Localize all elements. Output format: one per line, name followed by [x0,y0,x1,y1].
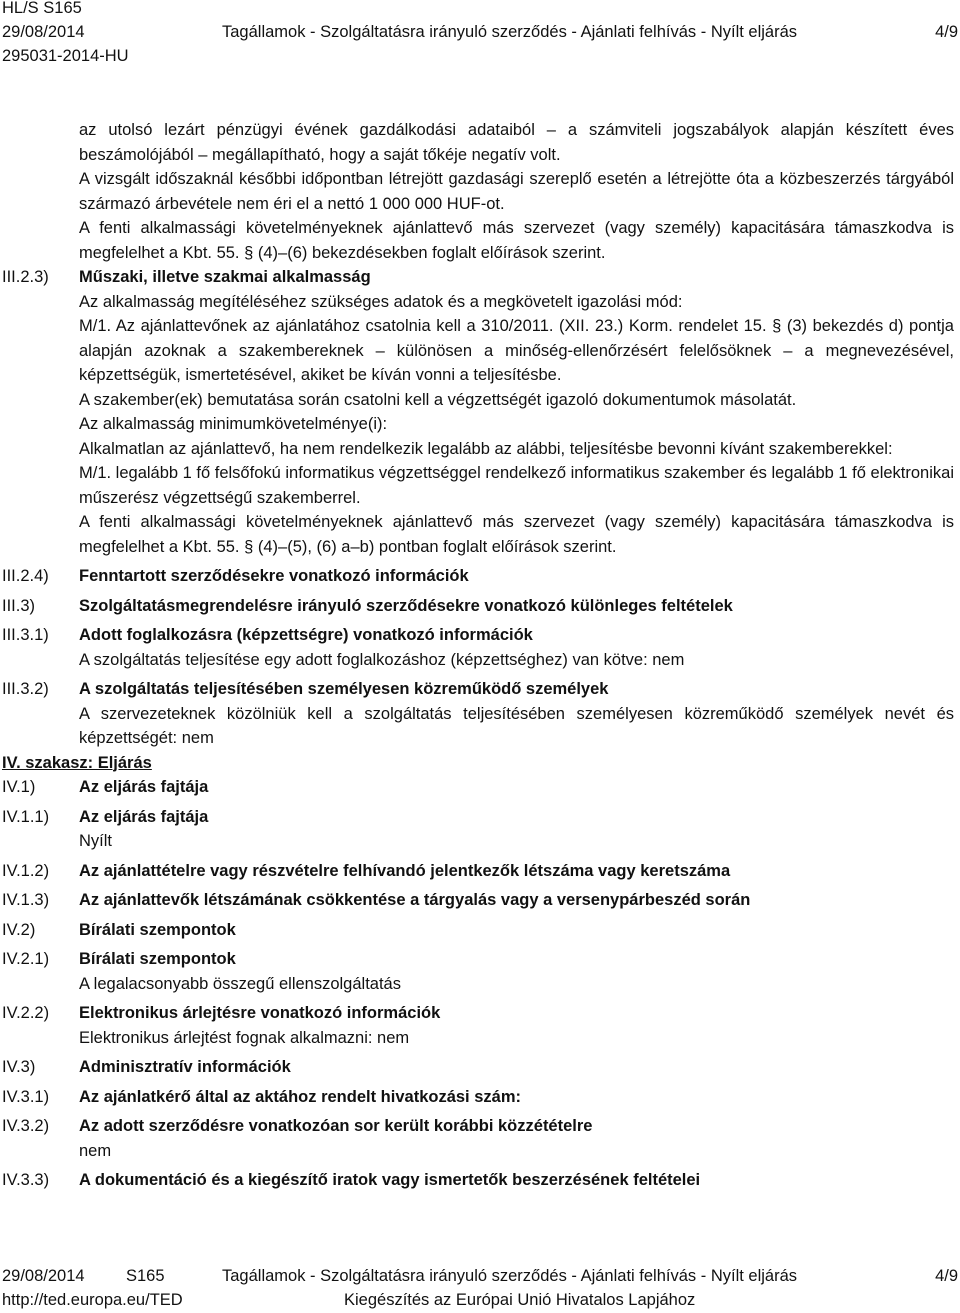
paragraph: A fenti alkalmassági követelményeknek ajánlattevő más szervezet (vagy személy) kapacitására támaszkodva is megfelelhet a Kbt. 55. § (4)–(6) bekezdésekben foglalt előírások szerint. [79,219,954,262]
section-heading: Az adott szerződésre vonatkozóan sor került korábbi közzétételre [79,1117,593,1135]
section-number: IV.1.3) [2,891,50,909]
footer-publisher: Kiegészítés az Európai Unió Hivatalos Lapjához [344,1291,696,1309]
section-heading: Az eljárás fajtája [79,807,209,826]
continued-section [0,118,960,265]
paragraph: A fenti alkalmassági követelményeknek ajánlattevő más szervezet (vagy személy) kapacitására támaszkodva is megfelelhet a Kbt. 55. § (4)–(5), (6) a–b) pontban foglalt előírások szerint. [79,513,954,556]
paragraph: nem [79,1141,112,1160]
paragraph: A szolgáltatás teljesítése egy adott foglalkozáshoz (képzettséghez) van kötve: nem [79,650,685,669]
section-iv-1-3 [0,888,960,913]
footer-doc-number: S165 [126,1267,165,1285]
section-number: IV.3.2) [2,1117,50,1135]
section-number: IV.2.2) [2,1004,50,1022]
header-title: Tagállamok - Szolgáltatásra irányuló szerződés - Ajánlati felhívás - Nyílt eljárás [222,23,798,41]
section-number: IV.1.1) [2,807,50,826]
paragraph: M/1. Az ajánlattevőnek az ajánlatához csatolnia kell a 310/2011. (XII. 23.) Korm. rendelet 15. § (3) bekezdés d) pontja alapján azoknak a szakembereknek – különösen a minőség-ellenőrzésért felelősöknek – a megnevezésével, képzettségük, ismertetésével, akiket be kíván vonni a teljesítésbe. [79,317,954,384]
section-heading: A dokumentáció és a kiegészítő iratok vagy ismertetők beszerzésének feltételei [79,1171,701,1189]
page-footer [0,1262,960,1311]
section-iv-3-2 [0,1114,960,1163]
section-iii-2-4 [0,564,960,589]
section-heading: Az ajánlattételre vagy részvételre felhívandó jelentkezők létszáma vagy keretszáma [79,861,731,880]
section-heading: Bírálati szempontok [79,920,236,939]
section-number: IV.1) [2,778,36,796]
section-iv-3-3 [0,1168,960,1193]
paragraph: Elektronikus árlejtést fognak alkalmazni: nem [79,1028,410,1047]
section-heading: Fenntartott szerződésekre vonatkozó információk [79,567,469,585]
section-number: IV.3) [2,1058,36,1076]
section-iv-3 [0,1055,960,1080]
section-number: IV.3.1) [2,1087,50,1106]
page-header [0,0,960,70]
section-heading: Az ajánlattevők létszámának csökkentése a tárgyalás vagy a versenypárbeszéd során [79,891,751,909]
section-iii-3-1 [0,623,960,672]
section-heading: Szolgáltatásmegrendelésre irányuló szerződésekre vonatkozó különleges feltételek [79,596,733,615]
section-iv-1-2 [0,859,960,884]
section-number: III.2.3) [2,268,49,286]
section-iii-3 [0,594,960,619]
section-heading: A szolgáltatás teljesítésében személyesen közreműködő személyek [79,680,609,698]
section-iv-1 [0,775,960,800]
section-number: III.2.4) [2,567,49,585]
header-page-number: 4/9 [935,23,958,41]
section-number: IV.2) [2,920,36,939]
paragraph: A legalacsonyabb összegű ellenszolgáltatás [79,974,401,993]
section-number: IV.2.1) [2,950,50,968]
paragraph: Alkalmatlan az ajánlattevő, ha nem rendelkezik legalább az alábbi, teljesítésbe bevonni kívánt szakemberekkel: [79,439,893,458]
paragraph: A vizsgált időszaknál későbbi időpontban létrejött gazdasági szereplő esetén a létrejötte óta a közbeszerzés tárgyából származó árbevétele nem éri el a nettó 1 000 000 HUF-ot. [79,170,954,213]
section-number: III.3.1) [2,626,49,644]
doc-id: 295031-2014-HU [2,47,129,65]
section-iii-2-3 [0,265,960,559]
section-heading: Adott foglalkozásra (képzettségre) vonatkozó információk [79,626,533,644]
footer-title: Tagállamok - Szolgáltatásra irányuló szerződés - Ajánlati felhívás - Nyílt eljárás [222,1267,798,1285]
section-heading: Elektronikus árlejtésre vonatkozó információk [79,1004,441,1022]
footer-url[interactable]: http://ted.europa.eu/TED [2,1291,183,1309]
paragraph: Az alkalmasság minimumkövetelménye(i): [79,415,388,433]
section-iv-3-1 [0,1085,960,1110]
document-body [0,118,960,1193]
section-iv-1-1 [0,805,960,854]
section-iv-title: IV. szakasz: Eljárás [2,753,152,772]
section-number: III.3.2) [2,680,49,698]
footer-date: 29/08/2014 [2,1267,85,1285]
paragraph: az utolsó lezárt pénzügyi évének gazdálkodási adataiból – a számviteli jogszabályok alapján készített éves beszámolójából – megállapítható, hogy a saját tőkéje negatív volt. [79,121,954,164]
paragraph: Az alkalmasság megítéléséhez szükséges adatok és a megkövetelt igazolási mód: [79,292,683,311]
paragraph: A szakember(ek) bemutatása során csatolni kell a végzettségét igazoló dokumentumok másolatát. [79,390,797,409]
section-iv-2-1 [0,947,960,996]
section-number: IV.3.3) [2,1171,50,1189]
doc-ref: HL/S S165 [2,0,82,17]
paragraph: Nyílt [79,832,112,850]
paragraph: A szervezeteknek közölniük kell a szolgáltatás teljesítésében személyesen közreműködő személyek nevét és képzettségét: nem [79,704,954,747]
section-heading: Az eljárás fajtája [79,778,209,796]
footer-page-number: 4/9 [935,1267,958,1285]
section-heading: Bírálati szempontok [79,950,236,968]
section-number: IV.1.2) [2,861,50,880]
section-number: III.3) [2,596,36,615]
section-heading: Műszaki, illetve szakmai alkalmasság [79,268,371,286]
section-iii-3-2 [0,677,960,751]
section-iv-2-2 [0,1001,960,1050]
section-iv-2 [0,918,960,943]
section-heading: Adminisztratív információk [79,1058,291,1076]
section-heading: Az ajánlatkérő által az aktához rendelt hivatkozási szám: [79,1087,521,1106]
paragraph: M/1. legalább 1 fő felsőfokú informatikus végzettséggel rendelkező informatikus szakember és legalább 1 fő elektronikai műszerész végzettségű szakemberrel. [79,464,954,507]
header-date: 29/08/2014 [2,23,85,41]
